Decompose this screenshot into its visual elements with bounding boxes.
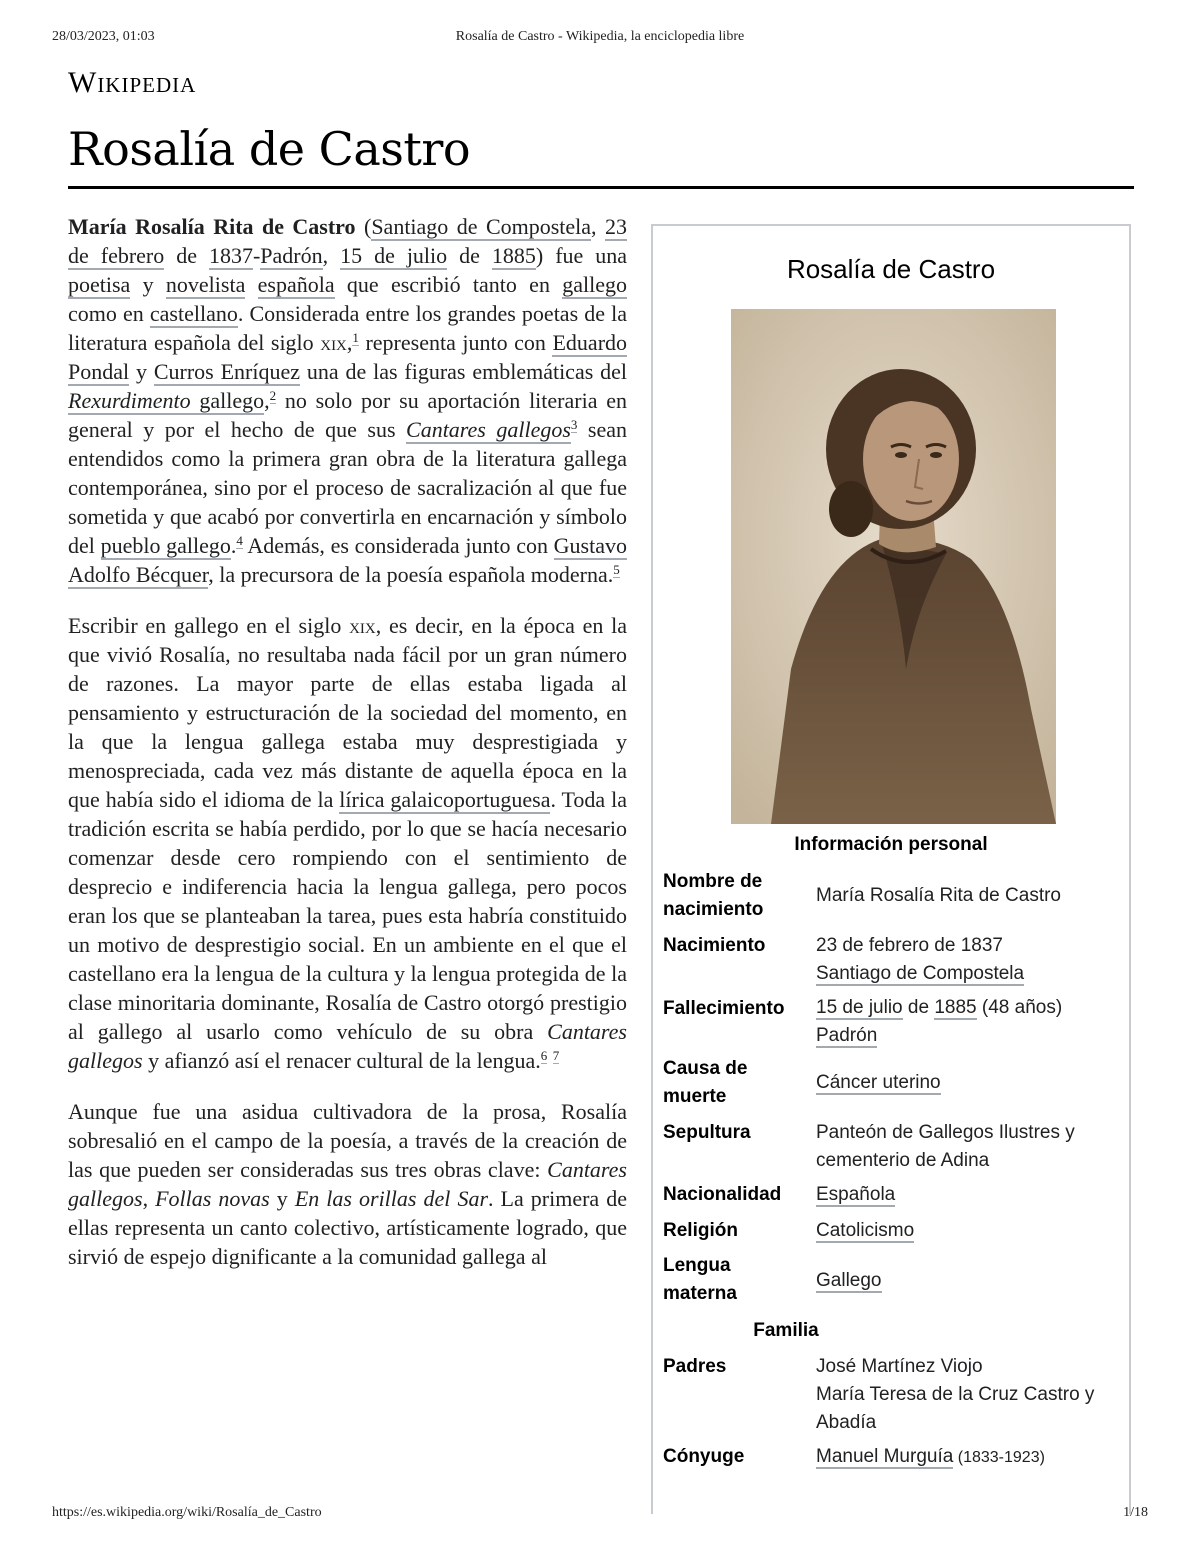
- link-religion[interactable]: Catolicismo: [816, 1220, 915, 1241]
- portrait-photo: [731, 309, 1056, 824]
- print-page-title: Rosalía de Castro - Wikipedia, la enciclopedia libre: [455, 29, 745, 44]
- italic-cantares: Cantares gallegos: [68, 1019, 627, 1073]
- row-birth-name: [663, 868, 1119, 926]
- value-birth: [816, 932, 1126, 988]
- link-language[interactable]: Gallego: [816, 1270, 882, 1291]
- parent-mother: María Teresa de la Cruz Castro y Abadía: [816, 1384, 1095, 1433]
- link-lirica[interactable]: lírica galaicoportuguesa: [339, 787, 551, 812]
- link-1837[interactable]: 1837: [208, 243, 253, 268]
- print-url: https://es.wikipedia.org/wiki/Rosalía_de_Castro: [52, 1505, 322, 1520]
- link-death-day[interactable]: 15 de julio: [816, 997, 903, 1018]
- spouse-years: (1833-1923): [953, 1449, 1045, 1466]
- print-footer: [52, 1505, 1148, 1525]
- link-curros[interactable]: Curros Enríquez: [153, 359, 300, 384]
- siglo-numeral: xix: [349, 613, 376, 638]
- link-gallego[interactable]: gallego: [562, 272, 628, 297]
- link-cause[interactable]: Cáncer uterino: [816, 1072, 941, 1093]
- birth-date: 23 de febrero de 1837: [816, 935, 1003, 956]
- link-death-year[interactable]: 1885: [934, 997, 977, 1018]
- portrait-image[interactable]: [731, 309, 1056, 824]
- label-religion: Religión: [663, 1220, 738, 1241]
- link-pondal[interactable]: Eduardo Pondal: [68, 330, 628, 384]
- italic-cantares: Cantares gallegos: [68, 1157, 627, 1211]
- link-rexurdimento[interactable]: Rexurdimento gallego: [68, 388, 265, 413]
- article-body: [68, 212, 627, 1293]
- label-parents: Padres: [663, 1356, 727, 1377]
- ref-6[interactable]: 6: [540, 1047, 548, 1063]
- value-parents: [816, 1353, 1126, 1437]
- parent-father: José Martínez Viojo: [816, 1356, 983, 1377]
- label-burial: Sepultura: [663, 1122, 751, 1143]
- label-birth-name: Nombre de nacimiento: [663, 871, 764, 920]
- link-death-place[interactable]: Padrón: [816, 1025, 878, 1046]
- italic-follas-novas: Follas novas: [155, 1186, 270, 1211]
- infobox-title: Rosalía de Castro: [786, 254, 996, 284]
- ref-7[interactable]: 7: [552, 1047, 560, 1063]
- ref-1[interactable]: 1: [352, 329, 359, 345]
- page-title: Rosalía de Castro: [68, 122, 471, 176]
- value-burial: Panteón de Gallegos Ilustres y cementerio de Adina: [816, 1122, 1075, 1171]
- print-page-number: 1/18: [1123, 1505, 1148, 1520]
- link-espanola[interactable]: española: [257, 272, 335, 297]
- ref-4[interactable]: 4: [236, 532, 243, 548]
- paragraph-works: Aunque fue una asidua cultivadora de la prosa, Rosalía sobresalió en el campo de la poesía, a través de la creación de las que pueden ser consideradas sus tres obras clave: Cantares gallegos, Follas novas y En las orillas del Sar. La primera de ellas representa un canto colectivo, artísticamente logrado, que sirvió de espejo dignificante a la comunidad gallega al: [68, 1099, 628, 1269]
- link-novelista[interactable]: novelista: [165, 272, 246, 297]
- section-personal: Información personal: [794, 834, 988, 855]
- link-santiago[interactable]: Santiago de Compostela: [371, 214, 592, 239]
- title-divider: [68, 186, 1134, 189]
- link-1885[interactable]: 1885: [491, 243, 536, 268]
- print-header: [52, 29, 1148, 49]
- label-spouse: Cónyuge: [663, 1446, 745, 1467]
- paragraph-intro: María Rosalía Rita de Castro (Santiago de Compostela, 23 de febrero de 1837-Padrón, 15 de julio de 1885) fue una poetisa y novelista española que escribió tanto en gallego como en castellano. Considerada entre los grandes poetas de la literatura española del siglo xix,$^1$ representa junto con Eduardo Pondal y Curros Enríquez una de las figuras emblemáticas del Rexurdimento gallego,$^2$ no solo por su aportación literaria en general y por el hecho de que sus Cantares gallegos$^3$ sean entendidos como la primera gran obra de la literatura gallega contemporánea, sino por el proceso de sacralización al que fue sometida y que acabó por convertirla en encarnación y símbolo del pueblo gallego.$^4$ Además, es considerada junto con Gustavo Adolfo Bécquer, la precursora de la poesía española moderna.$^5$: [68, 214, 628, 587]
- siglo-numeral: xix: [320, 330, 347, 355]
- ref-3[interactable]: 3: [570, 416, 578, 432]
- bold-name: María Rosalía Rita de Castro: [68, 214, 356, 239]
- ref-2[interactable]: 2: [269, 387, 277, 403]
- wikipedia-wordmark[interactable]: Wikipedia: [68, 66, 197, 99]
- link-15-julio[interactable]: 15 de julio: [340, 243, 448, 268]
- link-nationality[interactable]: Española: [816, 1184, 896, 1205]
- label-death: Fallecimiento: [663, 998, 785, 1019]
- print-datetime: 28/03/2023, 01:03: [52, 29, 155, 44]
- link-castellano[interactable]: castellano: [149, 301, 238, 326]
- link-pueblo-gallego[interactable]: pueblo gallego: [100, 533, 231, 558]
- ref-5[interactable]: 5: [613, 561, 620, 577]
- infobox: [651, 224, 1131, 1514]
- paragraph-context: Escribir en gallego en el siglo xix, es decir, en la época en la que vivió Rosalía, no resultaba nada fácil por un gran número de razones. La mayor parte de ellas estaba ligada al pensamiento y estructuración de la sociedad del momento, en la que la lengua gallega estaba muy desprestigiada y menospreciada, cada vez más distante de aquella época en la que había sido el idioma de la lírica galaicoportuguesa. Toda la tradición escrita se había perdido, por lo que se hacía necesario comenzar desde cero rompiendo con el sentimiento de desprecio e indiferencia hacia la lengua gallega, pero pocos eran los que se planteaban la tarea, pues esta habría constituido un motivo de desprestigio social. En un ambiente en el que el castellano era la lengua de la cultura y la lengua protegida de la clase minoritaria dominante, Rosalía de Castro otorgó prestigio al gallego al usarlo como vehículo de su obra Cantares gallegos y afianzó así el renacer cultural de la lengua.$^6$ $^7$: [68, 613, 627, 1073]
- value-birth-name: María Rosalía Rita de Castro: [816, 885, 1061, 906]
- link-birth-place[interactable]: Santiago de Compostela: [816, 963, 1025, 984]
- link-becquer[interactable]: Gustavo Adolfo Bécquer: [68, 533, 627, 587]
- link-padron[interactable]: Padrón: [260, 243, 323, 268]
- label-cause: Causa de muerte: [663, 1058, 748, 1107]
- label-nationality: Nacionalidad: [663, 1184, 782, 1205]
- value-death: 15 de julio de 1885 (48 años) Padrón: [816, 997, 1063, 1046]
- link-poetisa[interactable]: poetisa: [68, 272, 131, 297]
- link-23-febrero[interactable]: 23 de febrero: [68, 214, 627, 268]
- link-cantares-gallegos[interactable]: Cantares gallegos: [406, 417, 571, 442]
- link-spouse[interactable]: Manuel Murguía: [816, 1446, 954, 1467]
- label-birth: Nacimiento: [663, 935, 766, 956]
- italic-orillas-sar: En las orillas del Sar: [294, 1186, 488, 1211]
- section-family: Familia: [753, 1320, 819, 1341]
- label-language: Lengua materna: [663, 1255, 737, 1304]
